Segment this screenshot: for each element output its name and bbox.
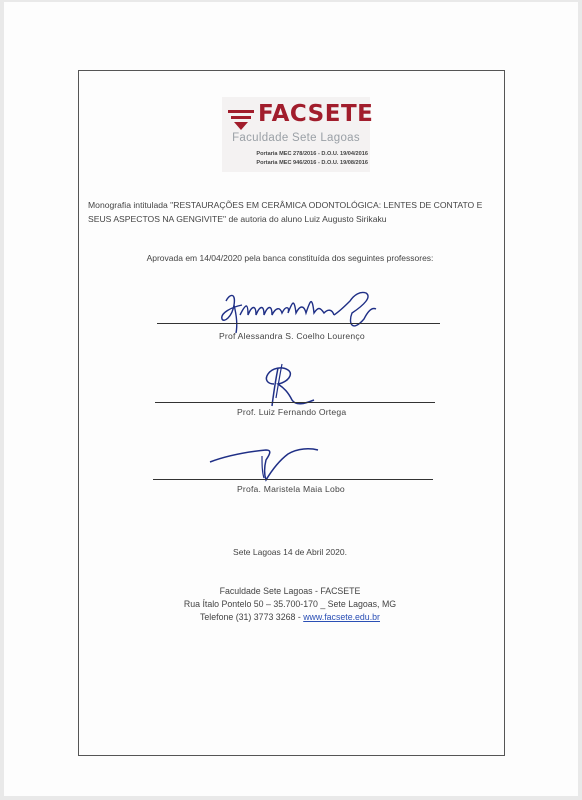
footer <box>80 585 500 624</box>
intro-prefix: Monografia intitulada " <box>88 200 174 210</box>
logo-name: FACSETE <box>258 101 374 127</box>
facsete-emblem-icon <box>228 107 254 131</box>
city-date: Sete Lagoas 14 de Abril 2020. <box>233 547 347 557</box>
committee-member-2: Prof. Luiz Fernando Ortega <box>237 407 347 417</box>
intro-suffix: " de autoria do aluno Luiz Augusto Sirikaku <box>223 214 387 224</box>
footer-contact <box>80 611 500 624</box>
footer-phone: Telefone (31) 3773 3268 - <box>200 612 304 622</box>
logo-subtitle: Faculdade Sete Lagoas <box>232 132 360 144</box>
logo-portaria-2: Portaria MEC 946/2016 - D.O.U. 19/08/2016 <box>256 160 368 166</box>
signature-line-1 <box>157 323 440 324</box>
footer-institution: Faculdade Sete Lagoas - FACSETE <box>219 586 361 596</box>
committee-member-1: Prof Alessandra S. Coelho Lourenço <box>219 331 365 341</box>
signature-line-3 <box>153 479 433 480</box>
approval-statement: Aprovada em 14/04/2020 pela banca constituída dos seguintes professores: <box>146 253 434 263</box>
monograph-title: RESTAURAÇÕES EM CERÂMICA ODONTOLÓGICA: LENTES DE CONTATO E SEUS ASPECTOS NA GENGIVITE <box>88 200 483 224</box>
signature-3 <box>206 440 322 482</box>
footer-address: Rua Ítalo Pontelo 50 – 35.700-170 _ Sete Lagoas, MG <box>183 599 397 609</box>
footer-website-link[interactable]: www.facsete.edu.br <box>303 612 380 622</box>
committee-member-3: Profa. Maristela Maia Lobo <box>237 484 345 494</box>
signature-line-2 <box>155 402 435 403</box>
facsete-logo <box>222 97 374 172</box>
monograph-statement <box>88 198 492 226</box>
logo-portaria-1: Portaria MEC 278/2016 - D.O.U. 19/04/2016 <box>256 151 368 157</box>
